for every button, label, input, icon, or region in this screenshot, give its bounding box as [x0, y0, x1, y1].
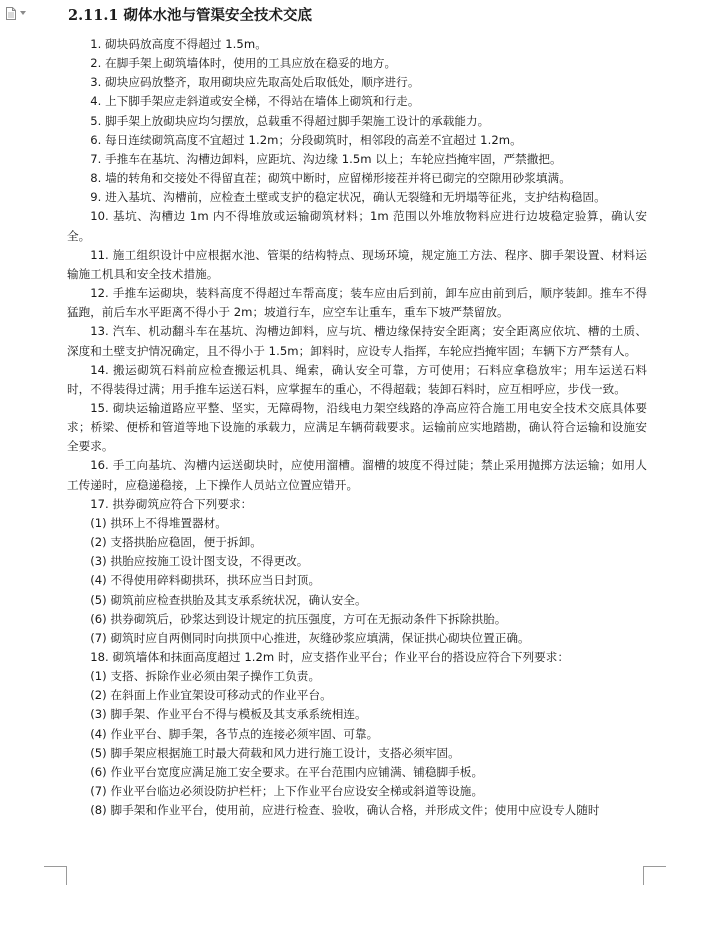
paragraph: (7) 砌筑时应自两侧同时向拱顶中心推进，灰缝砂浆应填满，保证拱心砌块位置正确。 — [90, 630, 530, 645]
paragraph: 2. 在脚手架上砌筑墙体时，使用的工具应放在稳妥的地方。 — [90, 56, 397, 71]
section-heading: 2.11.1 砌体水池与管渠安全技术交底 — [68, 7, 312, 24]
paragraph: (7) 作业平台临边必须设防护栏杆；上下作业平台应设安全梯或斜道等设施。 — [90, 784, 484, 799]
paragraph: (6) 作业平台宽度应满足施工安全要求。在平台范围内应铺满、铺稳脚手板。 — [90, 764, 484, 779]
paragraph: 10. 基坑、沟槽边 1m 内不得堆放或运输砌筑材料；1m 范围以外堆放物料应进行边坡稳定验算，确认安全。 — [67, 209, 647, 243]
paragraph: (3) 拱胎应按施工设计图支设，不得更改。 — [90, 554, 309, 569]
paragraph: 9. 进入基坑、沟槽前，应检查土壁或支护的稳定状况，确认无裂缝和无坍塌等征兆，支护结构稳固。 — [90, 190, 606, 205]
paragraph: (6) 拱券砌筑后，砂浆达到设计规定的抗压强度，方可在无振动条件下拆除拱胎。 — [90, 611, 507, 626]
document-body — [67, 35, 647, 820]
paragraph: 8. 墙的转角和交接处不得留直茬；砌筑中断时，应留梯形接茬并将已砌完的空隙用砂浆填满。 — [90, 171, 571, 186]
paragraph: (2) 在斜面上作业宜架设可移动式的作业平台。 — [90, 688, 332, 703]
paragraph: (5) 脚手架应根据施工时最大荷载和风力进行施工设计，支搭必须牢固。 — [90, 745, 460, 760]
paragraph: (1) 拱环上不得堆置器材。 — [90, 515, 227, 530]
paragraph: 4. 上下脚手架应走斜道或安全梯，不得站在墙体上砌筑和行走。 — [90, 94, 420, 109]
paragraph: 12. 手推车运砌块，装料高度不得超过车帮高度；装车应由后到前，卸车应由前到后，顺序装卸。推车不得猛跑，前后车水平距离不得小于 2m；坡道行车，应空车让重车，重车下坡严禁留放。 — [67, 286, 647, 320]
paragraph: 14. 搬运砌筑石料前应检查搬运机具、绳索，确认安全可靠，方可使用；石料应拿稳放牢；用车运送石料时，不得装得过满；用手推车运送石料，应掌握车的重心，不得超载；装卸石料时，应互相呼应，步伐一致。 — [67, 362, 647, 396]
paragraph: 5. 脚手架上放砌块应均匀摆放，总载重不得超过脚手架施工设计的承载能力。 — [90, 113, 490, 128]
paragraph: (5) 砌筑前应检查拱胎及其支承系统状况，确认安全。 — [90, 592, 367, 607]
paragraph: 16. 手工向基坑、沟槽内运送砌块时，应使用溜槽。溜槽的坡度不得过陡；禁止采用抛掷方法运输；如用人工传递时，应稳递稳接，上下操作人员站立位置应错开。 — [67, 458, 647, 492]
paragraph: (4) 不得使用碎料砌拱环，拱环应当日封顶。 — [90, 573, 321, 588]
paragraph: 11. 施工组织设计中应根据水池、管渠的结构特点、现场环境，规定施工方法、程序、脚手架设置、材料运输施工机具和安全技术措施。 — [67, 247, 647, 281]
crop-mark-right — [643, 866, 666, 885]
paragraph: 15. 砌块运输道路应平整、坚实，无障碍物，沿线电力架空线路的净高应符合施工用电安全技术交底具体要求；桥梁、便桥和管道等地下设施的承载力，应满足车辆荷载要求。运输前应实地踏勘，确认符合运输和设施安全要求。 — [67, 400, 647, 454]
crop-mark-left — [44, 866, 67, 885]
paragraph: 17. 拱券砌筑应符合下列要求： — [90, 496, 253, 511]
paragraph: 7. 手推车在基坑、沟槽边卸料，应距坑、沟边缘 1.5m 以上；车轮应挡掩牢固，严禁撒把。 — [90, 151, 562, 166]
paragraph: (3) 脚手架、作业平台不得与模板及其支承系统相连。 — [90, 707, 367, 722]
paragraph: (8) 脚手架和作业平台，使用前，应进行检查、验收，确认合格，并形成文件；使用中应设专人随时 — [90, 803, 600, 818]
paragraph: (1) 支搭、拆除作业必须由架子操作工负责。 — [90, 669, 321, 684]
paragraph: 18. 砌筑墙体和抹面高度超过 1.2m 时，应支搭作业平台；作业平台的搭设应符合下列要求： — [90, 650, 570, 664]
paragraph: (4) 作业平台、脚手架，各节点的连接必须牢固、可靠。 — [90, 726, 379, 741]
paragraph: (2) 支搭拱胎应稳固，便于拆卸。 — [90, 535, 262, 550]
paragraph: 6. 每日连续砌筑高度不宜超过 1.2m；分段砌筑时，相邻段的高差不宜超过 1.2m。 — [90, 132, 522, 147]
paragraph: 13. 汽车、机动翻斗车在基坑、沟槽边卸料，应与坑、槽边缘保持安全距离；安全距离应依坑、槽的土质、深度和土壁支护情况确定，且不得小于 1.5m；卸料时，应设专人指挥，车轮应挡掩牢固；车辆下方严禁有人。 — [67, 324, 647, 358]
paragraph: 3. 砌块应码放整齐，取用砌块应先取高处后取低处，顺序进行。 — [90, 75, 420, 90]
paragraph: 1. 砌块码放高度不得超过 1.5m。 — [90, 37, 267, 51]
